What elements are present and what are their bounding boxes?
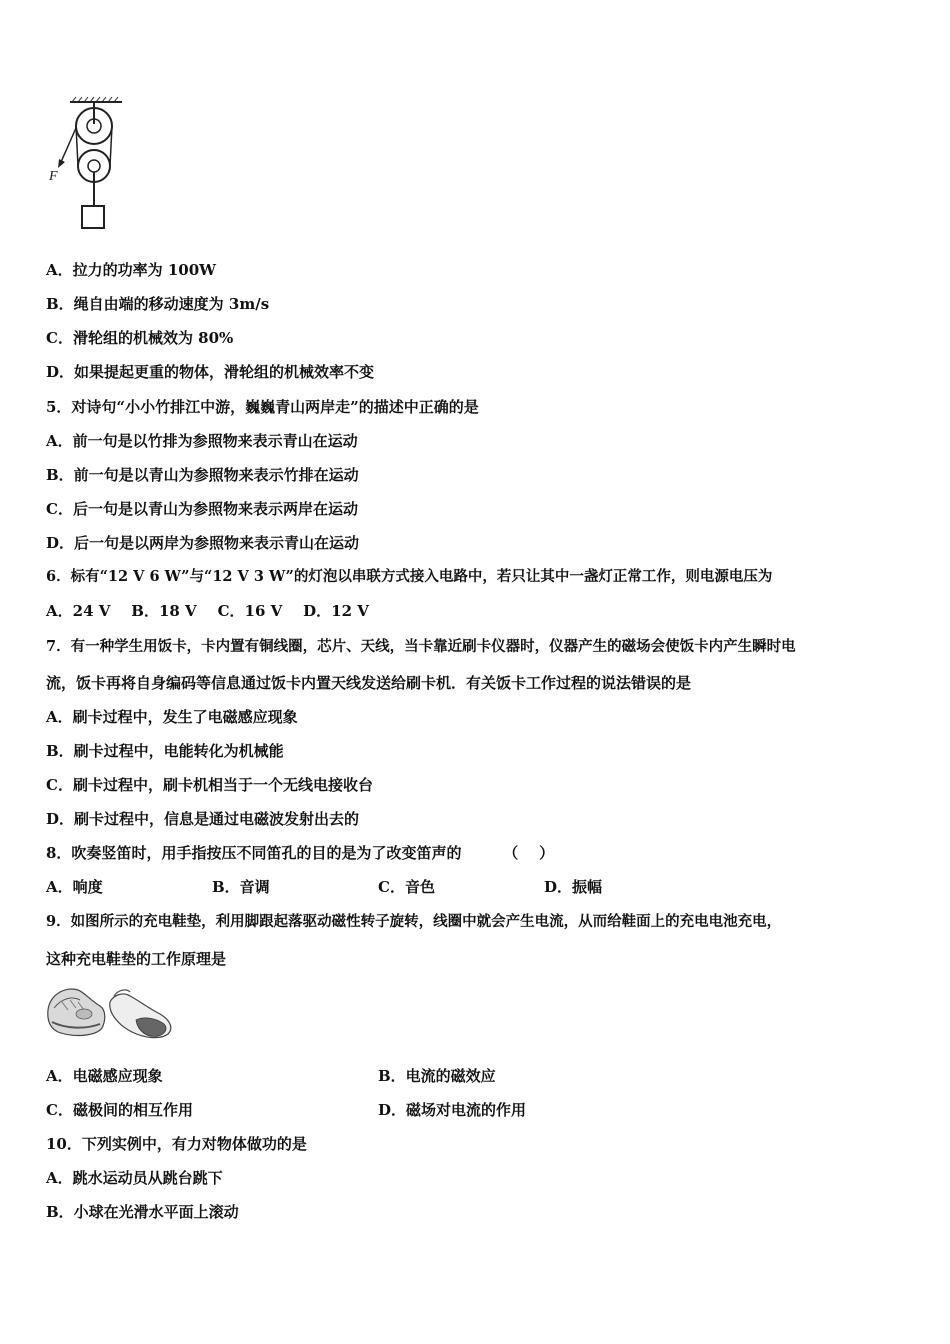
q9-option-d: D．磁场对电流的作用 [378,1101,527,1119]
q7-option-d: D．刷卡过程中，信息是通过电磁波发射出去的 [46,810,360,828]
q9-stem-line1: 9．如图所示的充电鞋垫，利用脚跟起落驱动磁性转子旋转，线圈中就会产生电流，从而给鞋面上的充电电池充电， [46,913,782,930]
force-label: F [49,169,58,184]
q9-option-a: A．电磁感应现象 [46,1067,163,1085]
q7-stem-line1: 7．有一种学生用饭卡，卡内置有铜线圈，芯片、天线，当卡靠近刷卡仪器时，仪器产生的磁场会使饭卡内产生瞬时电 [46,638,796,655]
q10-option-a: A．跳水运动员从跳台跳下 [46,1169,223,1187]
q5-option-b: B．前一句是以青山为参照物来表示竹排在运动 [46,466,359,484]
q8-option-b: B．音调 [212,878,270,896]
charging-insole-figure [44,980,180,1042]
q9-option-c: C．磁极间的相互作用 [46,1101,193,1119]
q10-option-b: B．小球在光滑水平面上滚动 [46,1203,239,1221]
q6-stem: 6．标有“12 V 6 W”与“12 V 3 W”的灯泡以串联方式接入电路中，若只让其中一盏灯正常工作，则电源电压为 [46,568,773,585]
q4-option-a: A．拉力的功率为 100W [46,261,217,279]
q10-stem: 10．下列实例中，有力对物体做功的是 [46,1135,307,1153]
q5-stem: 5．对诗句“小小竹排江中游，巍巍青山两岸走”的描述中正确的是 [46,398,479,416]
q4-option-d: D．如果提起更重的物体，滑轮组的机械效率不变 [46,363,375,381]
q5-option-d: D．后一句是以两岸为参照物来表示青山在运动 [46,534,360,552]
q7-option-c: C．刷卡过程中，刷卡机相当于一个无线电接收台 [46,776,373,794]
q8-stem: 8．吹奏竖笛时，用手指按压不同笛孔的目的是为了改变笛声的 （ ） [46,844,555,862]
q8-option-a: A．响度 [46,878,103,896]
q8-option-d: D．振幅 [544,878,603,896]
q7-stem-line2: 流，饭卡再将自身编码等信息通过饭卡内置天线发送给刷卡机．有关饭卡工作过程的说法错误的是 [46,674,692,692]
q4-option-c: C．滑轮组的机械效为 80% [46,329,234,347]
q4-option-b: B．绳自由端的移动速度为 3m/s [46,295,270,313]
q8-option-c: C．音色 [378,878,435,896]
q5-option-c: C．后一句是以青山为参照物来表示两岸在运动 [46,500,358,518]
pulley-figure [44,96,134,236]
q7-option-a: A．刷卡过程中，发生了电磁感应现象 [46,708,298,726]
q9-stem-line2: 这种充电鞋垫的工作原理是 [46,950,227,968]
q7-option-b: B．刷卡过程中，电能转化为机械能 [46,742,284,760]
q5-option-a: A．前一句是以竹排为参照物来表示青山在运动 [46,432,358,450]
q9-option-b: B．电流的磁效应 [378,1067,496,1085]
q6-options: A．24 V B．18 V C．16 V D．12 V [46,602,369,620]
